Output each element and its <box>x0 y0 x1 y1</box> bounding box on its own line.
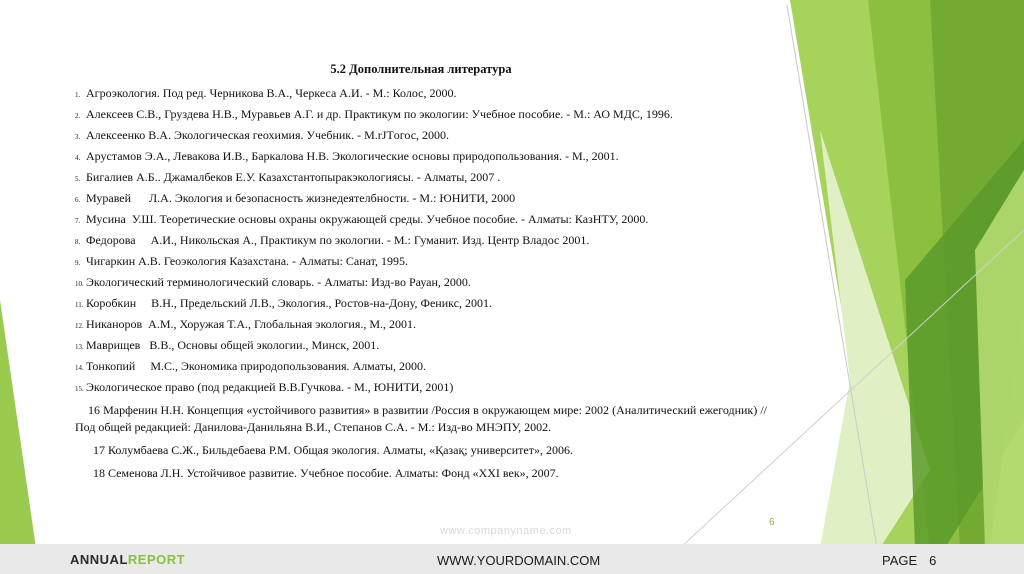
list-item <box>75 167 767 188</box>
page-value: 6 <box>929 553 937 568</box>
slide-page-number: 6 <box>769 517 775 528</box>
item-text: Агроэкология. Под ред. Черникова В.А., Черкеса А.И. - М.: Колос, 2000. <box>86 86 457 100</box>
footer-domain: WWW.YOURDOMAIN.COM <box>437 553 601 568</box>
item-text: Бигалиев А.Б.. Джамалбеков Е.У. Казахстантопыракэкологиясы. - Алматы, 2007 . <box>86 170 501 184</box>
list-item-18: 18 Семенова Л.Н. Устойчивое развитие. Учебное пособие. Алматы: Фонд «XXI век», 2007. <box>93 466 559 480</box>
item-text: Федорова А.И., Никольская А., Практикум по экологии. - М.: Гуманит. Изд. Центр Владос 2001. <box>86 233 590 247</box>
item-number: 9. <box>75 259 81 267</box>
footer-page <box>882 553 936 568</box>
item-number: 6. <box>75 196 81 204</box>
page-label: PAGE <box>882 553 918 568</box>
list-item-17: 17 Колумбаева С.Ж., Бильдебаева Р.М. Общая экология. Алматы, «Қазақ; университет», 2006. <box>93 443 573 457</box>
list-item <box>75 314 767 335</box>
brand-part2: REPORT <box>127 552 186 567</box>
item-number: 1. <box>75 91 81 99</box>
list-item-16: 16 Марфенин Н.Н. Концепция «устойчивого развития» в развитии /Россия в окружающем мире: 2002 (Аналитический ежегодник) // Под общей редакцией: Данилова-Данильяна В.И., Степанов С.А. - М.: Изд-во МНЭПУ, 2002. <box>75 403 767 434</box>
list-item <box>75 272 767 293</box>
list-item <box>75 356 767 377</box>
list-item <box>75 209 767 230</box>
item-number: 11. <box>75 301 84 309</box>
footer-brand <box>70 552 185 567</box>
item-text: Арустамов Э.А., Левакова И.В., Баркалова Н.В. Экологические основы природопользования. - М., 2001. <box>86 149 619 163</box>
item-number: 4. <box>75 154 81 162</box>
item-number: 5. <box>75 175 81 183</box>
list-item <box>75 293 767 314</box>
list-item <box>75 251 767 272</box>
item-text: Экологический терминологический словарь. - Алматы: Изд-во Рауан, 2000. <box>86 275 471 289</box>
item-text: Алексеенко В.А. Экологическая геохимия. Учебник. - М.rJTогос, 2000. <box>86 128 450 142</box>
item-number: 7. <box>75 217 81 225</box>
list-item <box>75 125 767 146</box>
item-number: 3. <box>75 133 81 141</box>
brand-part1: ANNUAL <box>70 552 128 567</box>
section-heading: 5.2 Дополнительная литература <box>330 62 512 76</box>
item-text: Муравей Л.А. Экология и безопасность жизнедеятелбности. - М.: ЮНИТИ, 2000 <box>86 191 516 205</box>
item-text: Экологическое право (под редакцией В.В.Гучкова. - М., ЮНИТИ, 2001) <box>86 380 454 394</box>
item-number: 10. <box>75 280 84 288</box>
list-item <box>75 146 767 167</box>
item-number: 14. <box>75 364 84 372</box>
list-item <box>75 335 767 356</box>
footer-bar <box>0 544 1024 574</box>
watermark-text: www.companyname.com <box>440 525 572 537</box>
list-item <box>75 230 767 251</box>
item-number: 15. <box>75 385 84 393</box>
item-text: Чигаркин А.В. Геоэкология Казахстана. - Алматы: Санат, 1995. <box>86 254 408 268</box>
item-number: 13. <box>75 343 84 351</box>
list-item <box>75 83 767 104</box>
item-text: Алексеев С.В., Груздева Н.В., Муравьев А.Г. и др. Практикум по экологии: Учебное пособие. - М.: АО МДС, 1996. <box>86 107 673 121</box>
list-item <box>75 377 767 398</box>
literature-content <box>75 62 767 482</box>
list-item <box>75 188 767 209</box>
item-text: Тонкопий М.С., Экономика природопользования. Алматы, 2000. <box>86 359 427 373</box>
item-text: Мусина У.Ш. Теоретические основы охраны окружающей среды. Учебное пособие. - Алматы: КазНТУ, 2000. <box>86 212 649 226</box>
item-number: 8. <box>75 238 81 246</box>
item-text: Коробкин В.Н., Предельский Л.В., Экология., Ростов-на-Дону, Феникс, 2001. <box>86 296 492 310</box>
item-number: 12. <box>75 322 84 330</box>
left-green-triangle <box>0 300 36 548</box>
item-text: Никаноров А.М., Хоружая Т.А., Глобальная экология., М., 2001. <box>86 317 417 331</box>
item-number: 2. <box>75 112 81 120</box>
list-item <box>75 104 767 125</box>
item-text: Маврищев В.В., Основы общей экологии., Минск, 2001. <box>86 338 380 352</box>
